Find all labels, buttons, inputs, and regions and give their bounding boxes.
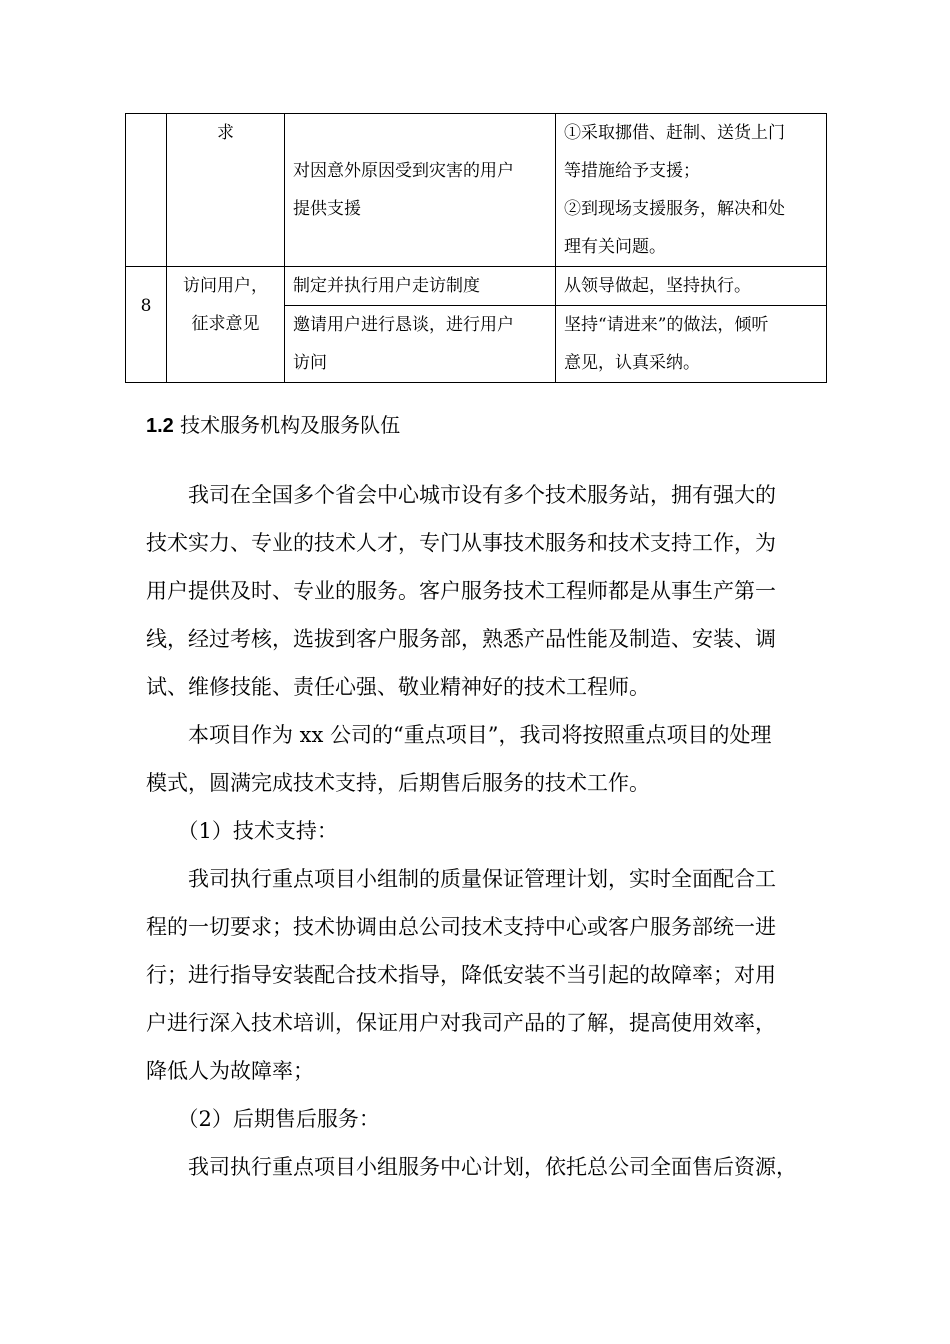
text-line: 技术实力、专业的技术人才，专门从事技术服务和技术支持工作，为 [146, 531, 776, 555]
paragraph-4 [146, 1143, 830, 1191]
text-line: 模式，圆满完成技术支持，后期售后服务的技术工作。 [146, 771, 650, 795]
measure-text: 访问 [293, 353, 327, 373]
measure-text: 制定并执行用户走访制度 [293, 276, 480, 296]
text-line: 我司执行重点项目小组制的质量保证管理计划，实时全面配合工 [146, 867, 776, 891]
text-line: 线，经过考核，选拔到客户服务部，熟悉产品性能及制造、安装、调 [146, 627, 776, 651]
paragraph-2 [146, 711, 830, 807]
text-line: 行；进行指导安装配合技术指导，降低安装不当引起的故障率；对用 [146, 963, 776, 987]
item-text: 访问用户， [183, 276, 268, 296]
method-cell [556, 114, 827, 267]
subheading-tech-support [146, 807, 830, 855]
measure-text: 邀请用户进行恳谈，进行用户 [293, 315, 514, 335]
text-line: 我司在全国多个省会中心城市设有多个技术服务站，拥有强大的 [146, 483, 776, 507]
method-cell [556, 267, 827, 306]
item-text: 征求意见 [191, 314, 260, 334]
paragraph-1 [146, 471, 830, 711]
method-text: 坚持“请进来”的做法，倾听 [564, 315, 769, 335]
measure-cell [285, 267, 556, 306]
text-line: 试、维修技能、责任心强、敬业精神好的技术工程师。 [146, 675, 650, 699]
measure-text: 提供支援 [293, 199, 361, 219]
method-text: 从领导做起，坚持执行。 [564, 276, 751, 296]
service-table [125, 113, 827, 383]
measure-cell [285, 306, 556, 383]
method-text: 等措施给予支援； [564, 161, 700, 181]
section-heading [146, 409, 400, 438]
text-line: 本项目作为 xx 公司的“重点项目”，我司将按照重点项目的处理 [146, 723, 772, 747]
section-title: 技术服务机构及服务队伍 [180, 413, 401, 437]
paragraph-3 [146, 855, 830, 1095]
method-text: ①采取挪借、赶制、送货上门 [564, 123, 785, 143]
text-line: （2）后期售后服务： [146, 1107, 380, 1131]
text-line: 用户提供及时、专业的服务。客户服务技术工程师都是从事生产第一 [146, 579, 776, 603]
table-row [126, 114, 827, 267]
text-line: 程的一切要求；技术协调由总公司技术支持中心或客户服务部统一进 [146, 915, 776, 939]
text-line: 我司执行重点项目小组服务中心计划，依托总公司全面售后资源， [146, 1155, 797, 1179]
item-cell [167, 267, 285, 383]
item-cell [167, 114, 285, 267]
text-line: 降低人为故障率； [146, 1059, 314, 1083]
measure-text: 对因意外原因受到灾害的用户 [293, 161, 514, 181]
body-text [146, 471, 830, 1191]
method-text: ②到现场支援服务，解决和处 [564, 199, 785, 219]
section-number: 1.2 [146, 415, 174, 437]
method-cell [556, 306, 827, 383]
measure-cell [285, 114, 556, 267]
method-text: 理有关问题。 [564, 237, 666, 257]
method-text: 意见，认真采纳。 [564, 353, 700, 373]
text-line: 户进行深入技术培训，保证用户对我司产品的了解，提高使用效率， [146, 1011, 776, 1035]
item-text: 求 [217, 123, 234, 143]
text-line: （1）技术支持： [146, 819, 338, 843]
subheading-after-sales [146, 1095, 830, 1143]
table-row [126, 267, 827, 306]
row-number-cell: 8 [126, 267, 167, 383]
row-number-cell [126, 114, 167, 267]
